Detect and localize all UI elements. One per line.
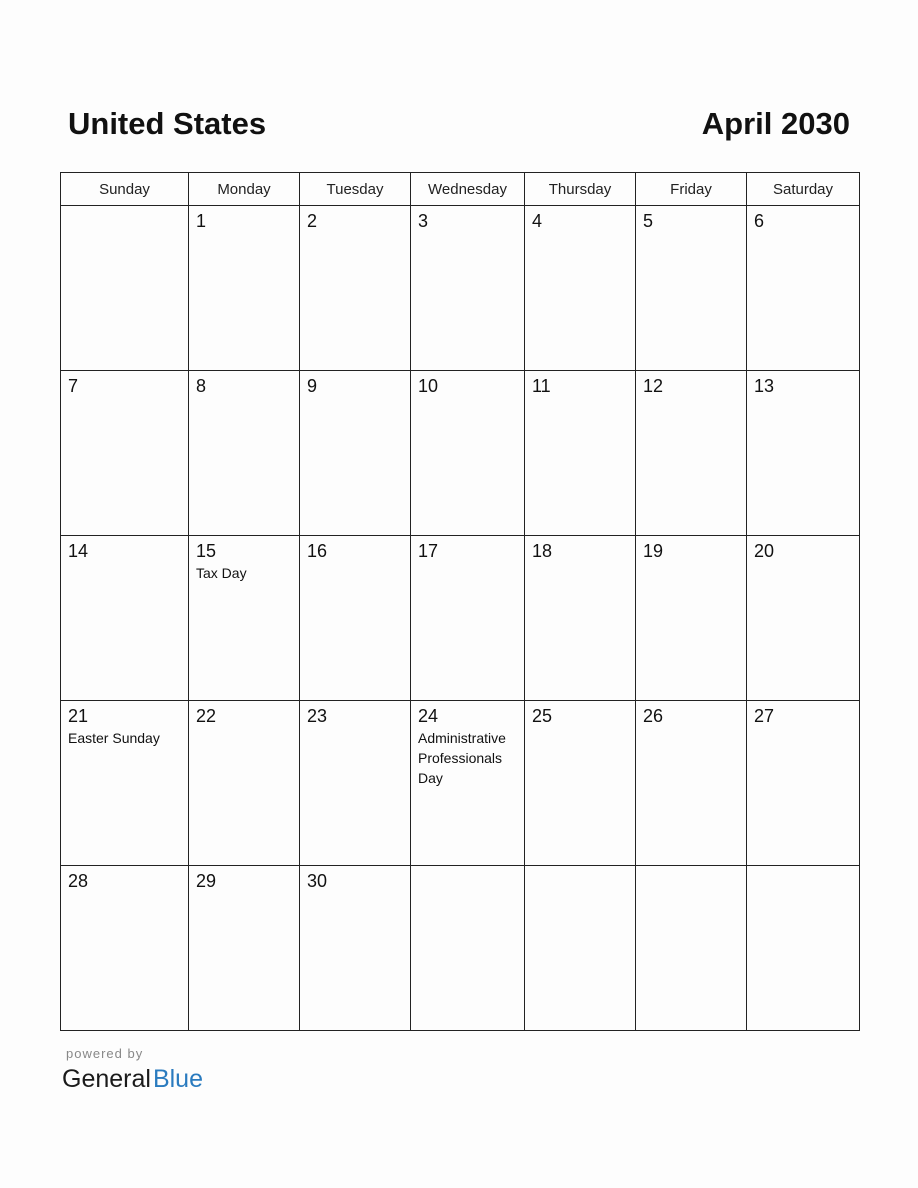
- day-number: 9: [307, 376, 318, 396]
- day-cell: [411, 866, 525, 1031]
- day-number: 15: [196, 541, 217, 561]
- weekday-header: Tuesday: [300, 173, 411, 206]
- day-number: 21: [68, 706, 89, 726]
- day-cell: [411, 371, 525, 536]
- day-cell: [300, 371, 411, 536]
- day-cell: [300, 206, 411, 371]
- day-cell: [411, 701, 525, 866]
- day-cell: [525, 536, 636, 701]
- weekday-header: Thursday: [525, 173, 636, 206]
- day-cell: [61, 701, 189, 866]
- day-cell: [189, 536, 300, 701]
- holiday-label: Administrative Professionals Day: [418, 730, 506, 786]
- day-number: 22: [196, 706, 217, 726]
- day-cell: [636, 866, 747, 1031]
- week-row: [61, 701, 860, 866]
- day-cell: [61, 536, 189, 701]
- holiday-label: Easter Sunday: [68, 730, 160, 746]
- day-number: 29: [196, 871, 217, 891]
- month-year-title: April 2030: [701, 106, 850, 141]
- week-row: [61, 206, 860, 371]
- day-cell: [747, 371, 860, 536]
- footer: [62, 1046, 203, 1095]
- weekday-header: Wednesday: [411, 173, 525, 206]
- day-cell: [747, 536, 860, 701]
- day-cell: [525, 371, 636, 536]
- day-cell: [411, 206, 525, 371]
- day-cell: [747, 206, 860, 371]
- day-number: 28: [68, 871, 89, 891]
- brand-general: General: [62, 1065, 151, 1093]
- week-row: [61, 371, 860, 536]
- day-number: 4: [532, 211, 543, 231]
- day-cell: [636, 206, 747, 371]
- day-number: 25: [532, 706, 553, 726]
- day-cell: [747, 701, 860, 866]
- page-header: [68, 104, 850, 144]
- weekday-header: Monday: [189, 173, 300, 206]
- day-cell: [636, 371, 747, 536]
- day-cell: [525, 866, 636, 1031]
- country-title: United States: [68, 106, 267, 141]
- day-cell: [189, 371, 300, 536]
- holiday-label: Tax Day: [196, 565, 247, 581]
- day-number: 26: [643, 706, 664, 726]
- day-cell: [525, 701, 636, 866]
- day-number: 6: [754, 211, 765, 231]
- calendar-grid: [60, 172, 860, 1031]
- day-number: 18: [532, 541, 553, 561]
- day-cell: [300, 536, 411, 701]
- day-number: 5: [643, 211, 654, 231]
- weekday-header: Sunday: [61, 173, 189, 206]
- day-number: 27: [754, 706, 775, 726]
- day-number: 1: [196, 211, 207, 231]
- day-cell: [300, 866, 411, 1031]
- generalblue-logo: [62, 1063, 203, 1095]
- day-cell: [300, 701, 411, 866]
- day-number: 7: [68, 376, 79, 396]
- day-number: 3: [418, 211, 429, 231]
- day-cell: [411, 536, 525, 701]
- day-number: 10: [418, 376, 439, 396]
- day-number: 23: [307, 706, 328, 726]
- day-number: 12: [643, 376, 664, 396]
- day-number: 30: [307, 871, 328, 891]
- day-cell: [189, 866, 300, 1031]
- day-number: 11: [532, 376, 551, 396]
- day-number: 2: [307, 211, 318, 231]
- day-cell: [636, 536, 747, 701]
- day-cell: [525, 206, 636, 371]
- day-number: 20: [754, 541, 775, 561]
- day-number: 16: [307, 541, 328, 561]
- day-number: 17: [418, 541, 439, 561]
- weekday-header: Saturday: [747, 173, 860, 206]
- weekday-header-row: [61, 173, 860, 206]
- powered-by-label: powered by: [66, 1046, 144, 1061]
- week-row: [61, 536, 860, 701]
- day-cell: [189, 701, 300, 866]
- day-number: 24: [418, 706, 439, 726]
- week-row: [61, 866, 860, 1031]
- day-cell: [61, 371, 189, 536]
- day-number: 14: [68, 541, 89, 561]
- day-cell: [61, 206, 189, 371]
- day-cell: [636, 701, 747, 866]
- day-cell: [61, 866, 189, 1031]
- brand-blue: Blue: [152, 1065, 203, 1093]
- day-number: 13: [754, 376, 775, 396]
- day-cell: [747, 866, 860, 1031]
- day-number: 8: [196, 376, 207, 396]
- weekday-header: Friday: [636, 173, 747, 206]
- day-number: 19: [643, 541, 664, 561]
- day-cell: [189, 206, 300, 371]
